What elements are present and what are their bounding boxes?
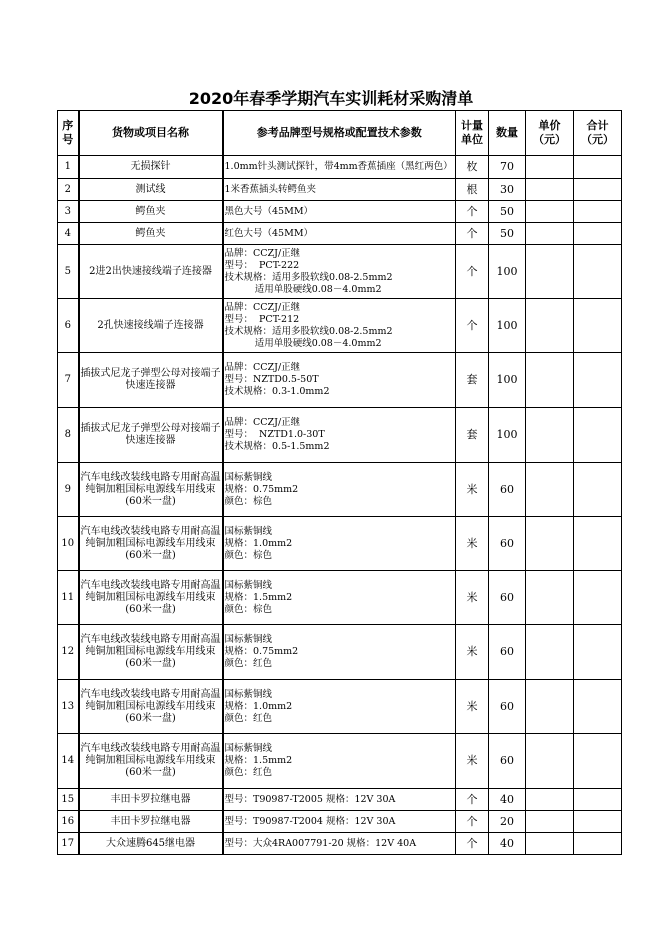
table-row bbox=[58, 463, 622, 517]
total-cell[interactable] bbox=[574, 201, 622, 223]
item-unit: 米 bbox=[456, 517, 489, 571]
unit-price-cell[interactable] bbox=[526, 179, 574, 201]
total-cell[interactable] bbox=[574, 734, 622, 789]
unit-price-cell[interactable] bbox=[526, 789, 574, 811]
row-number: 12 bbox=[58, 625, 79, 680]
item-unit: 米 bbox=[456, 734, 489, 789]
item-name: 2进2出快速接线端子连接器 bbox=[79, 245, 223, 299]
item-spec: 国标紫铜线 规格：1.5mm2 颜色：红色 bbox=[223, 734, 456, 789]
item-name: 鳄鱼夹 bbox=[79, 201, 223, 223]
total-cell[interactable] bbox=[574, 223, 622, 245]
row-number: 7 bbox=[58, 353, 79, 408]
item-name: 丰田卡罗拉继电器 bbox=[79, 811, 223, 833]
total-cell[interactable] bbox=[574, 179, 622, 201]
unit-price-cell[interactable] bbox=[526, 680, 574, 734]
item-quantity: 40 bbox=[489, 789, 526, 811]
unit-price-cell[interactable] bbox=[526, 408, 574, 463]
unit-price-cell[interactable] bbox=[526, 299, 574, 353]
item-name: 无损探针 bbox=[79, 156, 223, 179]
item-spec: 国标紫铜线 规格：0.75mm2 颜色：红色 bbox=[223, 625, 456, 680]
item-unit: 个 bbox=[456, 299, 489, 353]
row-number: 4 bbox=[58, 223, 79, 245]
item-name: 鳄鱼夹 bbox=[79, 223, 223, 245]
table-row bbox=[58, 201, 622, 223]
header-price: 单价（元） bbox=[526, 111, 574, 156]
total-cell[interactable] bbox=[574, 833, 622, 855]
item-quantity: 100 bbox=[489, 299, 526, 353]
item-unit: 个 bbox=[456, 811, 489, 833]
item-name: 2孔快速接线端子连接器 bbox=[79, 299, 223, 353]
item-spec: 品牌：CCZJ/正继 型号： PCT-212 技术规格：适用多股软线0.08-2.5mm2 适用单股硬线0.08－4.0mm2 bbox=[223, 299, 456, 353]
unit-price-cell[interactable] bbox=[526, 156, 574, 179]
table-row bbox=[58, 571, 622, 625]
row-number: 10 bbox=[58, 517, 79, 571]
total-cell[interactable] bbox=[574, 625, 622, 680]
header-name: 货物或项目名称 bbox=[79, 111, 223, 156]
row-number: 3 bbox=[58, 201, 79, 223]
item-quantity: 60 bbox=[489, 680, 526, 734]
header-spec: 参考品牌型号规格或配置技术参数 bbox=[223, 111, 456, 156]
item-unit: 枚 bbox=[456, 156, 489, 179]
item-name: 汽车电线改装线电路专用耐高温纯铜加粗国标电源线车用线束(60米一盘) bbox=[79, 571, 223, 625]
table-row bbox=[58, 734, 622, 789]
header-no: 序号 bbox=[58, 111, 79, 156]
total-cell[interactable] bbox=[574, 571, 622, 625]
item-spec: 国标紫铜线 规格：1.5mm2 颜色：棕色 bbox=[223, 571, 456, 625]
total-cell[interactable] bbox=[574, 463, 622, 517]
header-qty: 数量 bbox=[489, 111, 526, 156]
item-quantity: 60 bbox=[489, 517, 526, 571]
item-spec: 国标紫铜线 规格：1.0mm2 颜色：红色 bbox=[223, 680, 456, 734]
item-quantity: 50 bbox=[489, 201, 526, 223]
item-unit: 根 bbox=[456, 179, 489, 201]
table-row bbox=[58, 156, 622, 179]
item-quantity: 60 bbox=[489, 625, 526, 680]
total-cell[interactable] bbox=[574, 353, 622, 408]
item-quantity: 100 bbox=[489, 245, 526, 299]
row-number: 5 bbox=[58, 245, 79, 299]
unit-price-cell[interactable] bbox=[526, 571, 574, 625]
item-name: 插拔式尼龙子弹型公母对接端子快速连接器 bbox=[79, 353, 223, 408]
header-row bbox=[58, 111, 622, 156]
item-name: 汽车电线改装线电路专用耐高温纯铜加粗国标电源线车用线束(60米一盘) bbox=[79, 463, 223, 517]
item-spec: 国标紫铜线 规格：1.0mm2 颜色：棕色 bbox=[223, 517, 456, 571]
item-unit: 米 bbox=[456, 625, 489, 680]
total-cell[interactable] bbox=[574, 789, 622, 811]
item-spec: 型号：T90987-T2005 规格：12V 30A bbox=[223, 789, 456, 811]
item-spec: 国标紫铜线 规格：0.75mm2 颜色：棕色 bbox=[223, 463, 456, 517]
item-spec: 型号：T90987-T2004 规格：12V 30A bbox=[223, 811, 456, 833]
table-row bbox=[58, 811, 622, 833]
unit-price-cell[interactable] bbox=[526, 517, 574, 571]
row-number: 14 bbox=[58, 734, 79, 789]
item-name: 汽车电线改装线电路专用耐高温纯铜加粗国标电源线车用线束(60米一盘) bbox=[79, 625, 223, 680]
row-number: 16 bbox=[58, 811, 79, 833]
table-row bbox=[58, 517, 622, 571]
item-unit: 个 bbox=[456, 789, 489, 811]
item-quantity: 50 bbox=[489, 223, 526, 245]
total-cell[interactable] bbox=[574, 245, 622, 299]
row-number: 6 bbox=[58, 299, 79, 353]
table-row bbox=[58, 299, 622, 353]
unit-price-cell[interactable] bbox=[526, 811, 574, 833]
unit-price-cell[interactable] bbox=[526, 734, 574, 789]
item-name: 汽车电线改装线电路专用耐高温纯铜加粗国标电源线车用线束(60米一盘) bbox=[79, 734, 223, 789]
item-quantity: 60 bbox=[489, 571, 526, 625]
table-row bbox=[58, 353, 622, 408]
unit-price-cell[interactable] bbox=[526, 245, 574, 299]
row-number: 11 bbox=[58, 571, 79, 625]
item-quantity: 20 bbox=[489, 811, 526, 833]
item-quantity: 60 bbox=[489, 734, 526, 789]
row-number: 15 bbox=[58, 789, 79, 811]
item-unit: 个 bbox=[456, 223, 489, 245]
table-row bbox=[58, 245, 622, 299]
item-quantity: 70 bbox=[489, 156, 526, 179]
row-number: 2 bbox=[58, 179, 79, 201]
item-unit: 个 bbox=[456, 833, 489, 855]
total-cell[interactable] bbox=[574, 811, 622, 833]
item-name: 汽车电线改装线电路专用耐高温纯铜加粗国标电源线车用线束(60米一盘) bbox=[79, 517, 223, 571]
item-name: 测试线 bbox=[79, 179, 223, 201]
table-row bbox=[58, 223, 622, 245]
item-unit: 套 bbox=[456, 353, 489, 408]
unit-price-cell[interactable] bbox=[526, 463, 574, 517]
total-cell[interactable] bbox=[574, 408, 622, 463]
item-spec: 1.0mm针头测试探针，带4mm香蕉插座（黑红两色） bbox=[223, 156, 456, 179]
item-name: 大众速腾645继电器 bbox=[79, 833, 223, 855]
header-unit: 计量单位 bbox=[456, 111, 489, 156]
item-unit: 米 bbox=[456, 571, 489, 625]
row-number: 1 bbox=[58, 156, 79, 179]
item-spec: 品牌：CCZJ/正继 型号： NZTD1.0-30T 技术规格：0.5-1.5mm2 bbox=[223, 408, 456, 463]
row-number: 8 bbox=[58, 408, 79, 463]
unit-price-cell[interactable] bbox=[526, 833, 574, 855]
row-number: 17 bbox=[58, 833, 79, 855]
item-unit: 个 bbox=[456, 201, 489, 223]
unit-price-cell[interactable] bbox=[526, 625, 574, 680]
table-row bbox=[58, 833, 622, 855]
item-name: 丰田卡罗拉继电器 bbox=[79, 789, 223, 811]
total-cell[interactable] bbox=[574, 299, 622, 353]
item-quantity: 60 bbox=[489, 463, 526, 517]
table-row bbox=[58, 680, 622, 734]
item-spec: 品牌：CCZJ/正继 型号：NZTD0.5-50T 技术规格：0.3-1.0mm2 bbox=[223, 353, 456, 408]
item-unit: 米 bbox=[456, 680, 489, 734]
item-quantity: 30 bbox=[489, 179, 526, 201]
item-quantity: 100 bbox=[489, 408, 526, 463]
purchase-table bbox=[57, 110, 622, 855]
table-row bbox=[58, 789, 622, 811]
item-quantity: 40 bbox=[489, 833, 526, 855]
item-spec: 黑色大号（45MM） bbox=[223, 201, 456, 223]
header-total: 合计（元） bbox=[574, 111, 622, 156]
item-unit: 套 bbox=[456, 408, 489, 463]
row-number: 13 bbox=[58, 680, 79, 734]
unit-price-cell[interactable] bbox=[526, 223, 574, 245]
total-cell[interactable] bbox=[574, 680, 622, 734]
item-spec: 红色大号（45MM） bbox=[223, 223, 456, 245]
item-spec: 品牌：CCZJ/正继 型号： PCT-222 技术规格：适用多股软线0.08-2.5mm2 适用单股硬线0.08－4.0mm2 bbox=[223, 245, 456, 299]
table-row bbox=[58, 408, 622, 463]
item-spec: 型号：大众4RA007791-20 规格：12V 40A bbox=[223, 833, 456, 855]
page-title: 2020年春季学期汽车实训耗材采购清单 bbox=[188, 89, 474, 108]
unit-price-cell[interactable] bbox=[526, 353, 574, 408]
item-unit: 米 bbox=[456, 463, 489, 517]
table-row bbox=[58, 625, 622, 680]
row-number: 9 bbox=[58, 463, 79, 517]
total-cell[interactable] bbox=[574, 517, 622, 571]
table-row bbox=[58, 179, 622, 201]
item-quantity: 100 bbox=[489, 353, 526, 408]
item-name: 汽车电线改装线电路专用耐高温纯铜加粗国标电源线车用线束(60米一盘) bbox=[79, 680, 223, 734]
item-spec: 1米香蕉插头转鳄鱼夹 bbox=[223, 179, 456, 201]
item-unit: 个 bbox=[456, 245, 489, 299]
unit-price-cell[interactable] bbox=[526, 201, 574, 223]
total-cell[interactable] bbox=[574, 156, 622, 179]
item-name: 插拔式尼龙子弹型公母对接端子快速连接器 bbox=[79, 408, 223, 463]
